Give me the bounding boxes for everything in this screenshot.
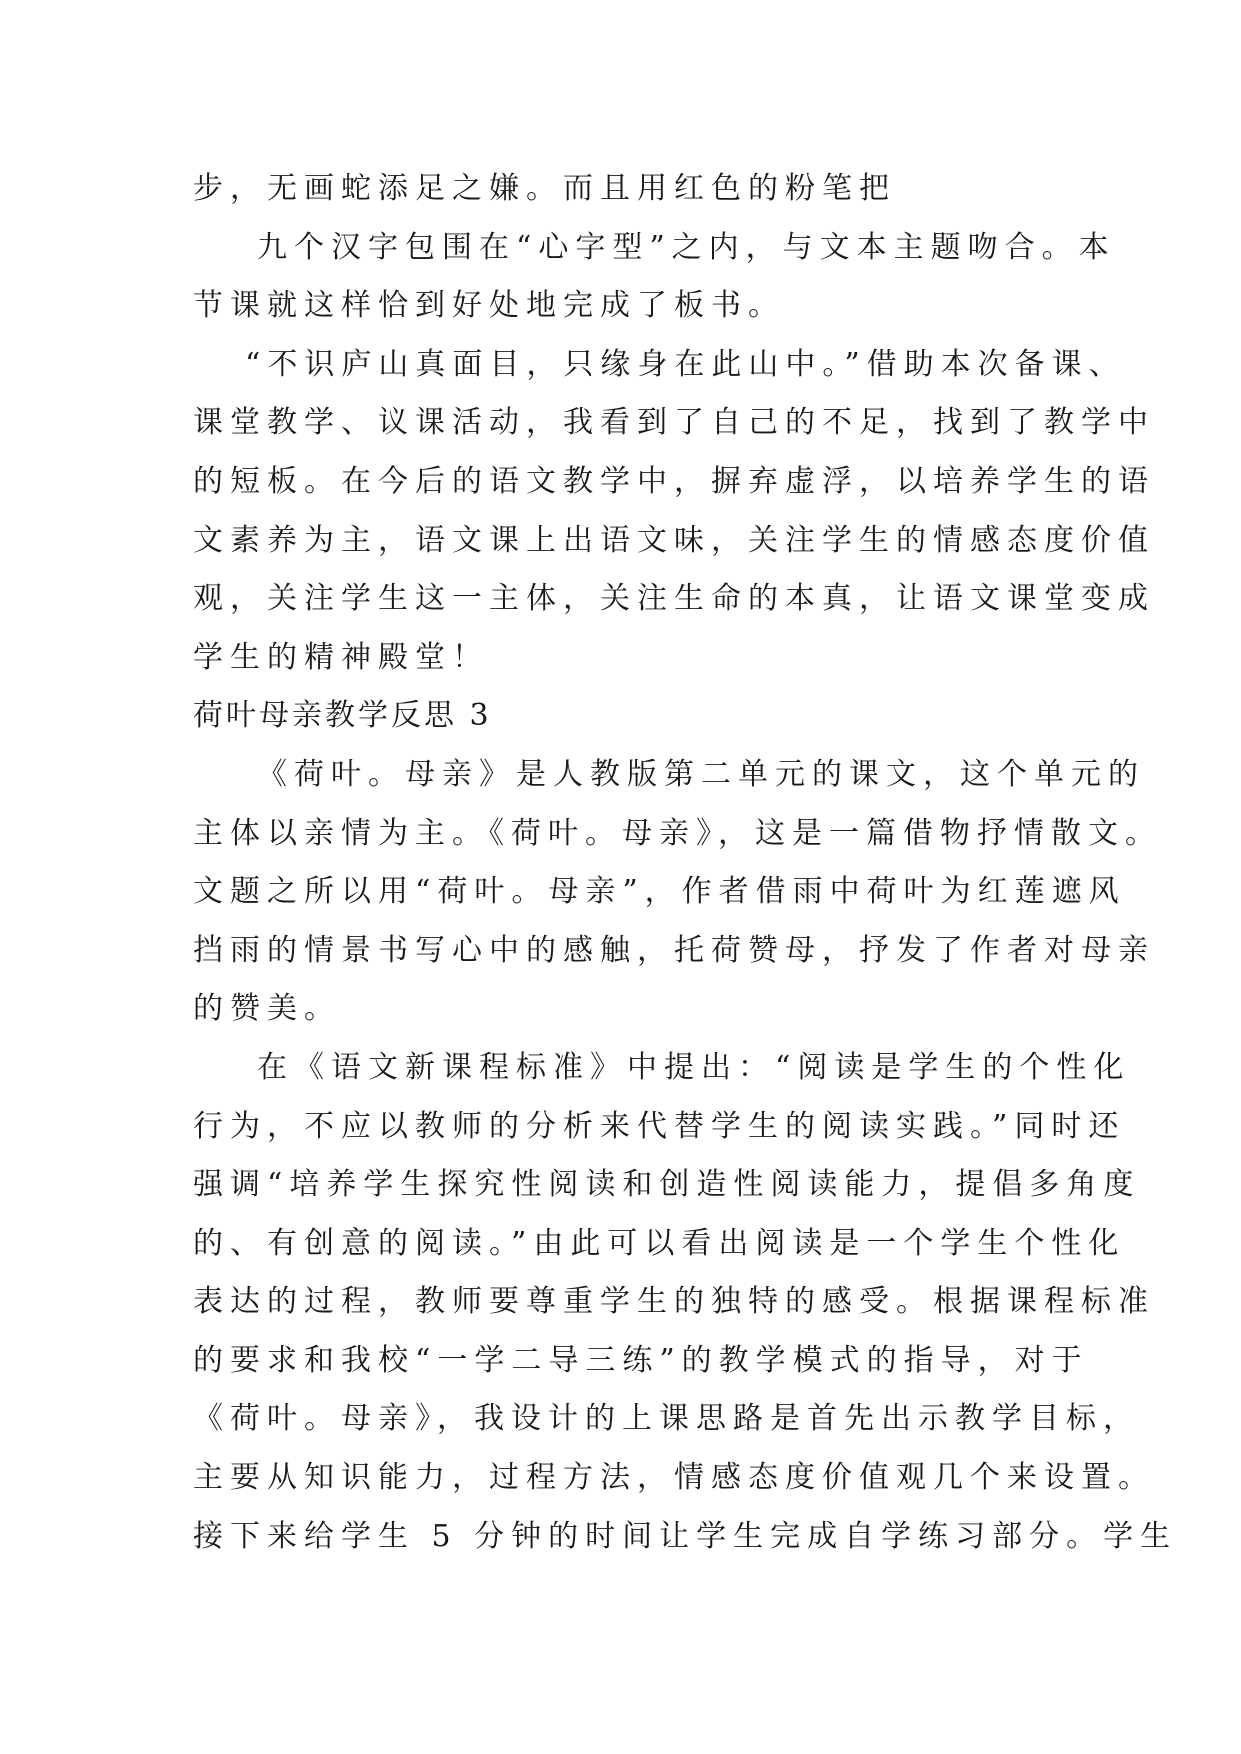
paragraph-line: 表达的过程，教师要尊重学生的独特的感受。根据课程标准 [193, 1284, 1155, 1320]
paragraph-line: 《荷叶。母亲》是人教版第二单元的课文，这个单元的 [257, 756, 1145, 792]
document-body [193, 160, 1178, 1566]
paragraph-line: 挡雨的情景书写心中的感触，托荷赞母，抒发了作者对母亲 [193, 932, 1155, 968]
paragraph-line: 课堂教学、议课活动，我看到了自己的不足，找到了教学中 [193, 405, 1155, 441]
paragraph-line: 节课就这样恰到好处地完成了板书。 [193, 288, 785, 324]
paragraph-line: 的短板。在今后的语文教学中，摒弃虚浮，以培养学生的语 [193, 463, 1155, 499]
paragraph-line: 行为，不应以教师的分析来代替学生的阅读实践。”同时还 [193, 1108, 1126, 1144]
paragraph-line: 主要从知识能力，过程方法，情感态度价值观几个来设置。 [193, 1460, 1155, 1496]
paragraph-line: “不识庐山真面目，只缘身在此山中。”借助本次备课、 [245, 346, 1126, 382]
paragraph-line: 文素养为主，语文课上出语文味，关注学生的情感态度价值 [193, 522, 1155, 558]
paragraph-line: 学生的精神殿堂！ [193, 639, 489, 675]
paragraph-line: 步，无画蛇添足之嫌。而且用红色的粉笔把 [193, 171, 896, 206]
paragraph-line: 的、有创意的阅读。”由此可以看出阅读是一个学生个性化 [193, 1225, 1126, 1261]
paragraph-line: 在《语文新课程标准》中提出：“阅读是学生的个性化 [257, 1049, 1131, 1085]
section-heading: 荷叶母亲教学反思 3 [193, 698, 492, 734]
paragraph-line: 的赞美。 [193, 991, 341, 1027]
paragraph-line: 观，关注学生这一主体，关注生命的本真，让语文课堂变成 [193, 581, 1155, 617]
paragraph-line: 九个汉字包围在“心字型”之内，与文本主题吻合。本 [257, 229, 1116, 265]
paragraph-line: 主体以亲情为主。《荷叶。母亲》，这是一篇借物抒情散文。 [193, 815, 1162, 851]
paragraph-line: 接下来给学生 5 分钟的时间让学生完成自学练习部分。学生 [193, 1518, 1178, 1554]
paragraph-line: 强调“培养学生探究性阅读和创造性阅读能力，提倡多角度 [193, 1167, 1141, 1203]
paragraph-line: 的要求和我校“一学二导三练”的教学模式的指导，对于 [193, 1342, 1089, 1378]
paragraph-line: 《荷叶。母亲》，我设计的上课思路是首先出示教学目标， [193, 1401, 1140, 1437]
paragraph-line: 文题之所以用“荷叶。母亲”，作者借雨中荷叶为红莲遮风 [193, 874, 1126, 910]
